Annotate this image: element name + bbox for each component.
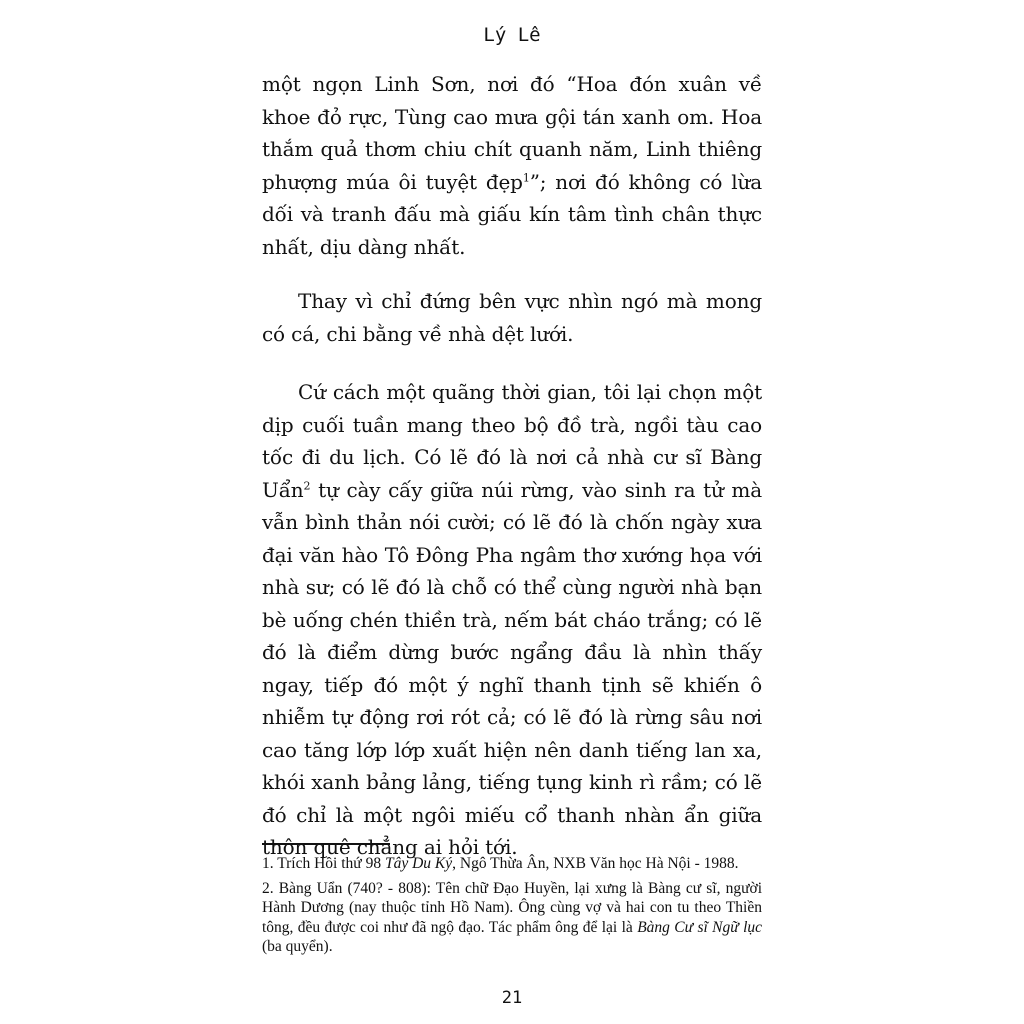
paragraph-2-text: Thay vì chỉ đứng bên vực nhìn ngó mà mong có cá, chi bằng về nhà dệt lưới. (262, 289, 762, 346)
footnote-separator (262, 843, 390, 845)
footnote-2-title: Bàng Cư sĩ Ngữ lục (637, 918, 763, 936)
footnote-2-lead: 2. Bàng Uẩn (740? - 808): Tên chữ Đạo Huyền, lại xưng là Bàng cư sĩ, người Hành Dương (nay thuộc tỉnh Hồ Nam). Ông cùng vợ và hai con tu theo Thiền tông, đều được coi như đã ngộ đạo. Tác phẩm ông để lại là (262, 879, 762, 936)
page-number: 21 (501, 988, 523, 1008)
body-text (262, 68, 762, 864)
footnote-1-lead: 1. Trích Hồi thứ 98 (262, 855, 385, 872)
footnote-2-tail: (ba quyển). (262, 938, 333, 955)
paragraph-spacer (262, 350, 762, 376)
paragraph-1 (262, 68, 762, 263)
paragraph-3-text-a: Cứ cách một quãng thời gian, tôi lại chọn một dịp cuối tuần mang theo bộ đồ trà, ngồi tàu cao tốc đi du lịch. Có lẽ đó là nơi cả nhà cư sĩ Bàng Uẩn (262, 380, 762, 502)
paragraph-3-text-b: tự cày cấy giữa núi rừng, vào sinh ra tử mà vẫn bình thản nói cười; có lẽ đó là chốn ngày xưa đại văn hào Tô Đông Pha ngâm thơ xướng họa với nhà sư; có lẽ đó là chỗ có thể cùng người nhà bạn bè uống chén thiền trà, nếm bát cháo trắng; có lẽ đó là điểm dừng bước ngẩng đầu là nhìn thấy ngay, tiếp đó một ý nghĩ thanh tịnh sẽ khiến ô nhiễm tự động rơi rót cả; có lẽ đó là rừng sâu nơi cao tăng lớp lớp xuất hiện nên danh tiếng lan xa, khói xanh bảng lảng, tiếng tụng kinh rì rầm; có lẽ đó chỉ là một ngôi miếu cổ thanh nhàn ẩn giữa thôn quê chẳng ai hỏi tới. (262, 477, 762, 859)
footnote-ref-1: 1 (522, 170, 530, 184)
paragraph-spacer (262, 263, 762, 285)
footnote-1-tail: , Ngô Thừa Ân, NXB Văn học Hà Nội - 1988. (452, 855, 739, 872)
paragraph-1-text-a: một ngọn Linh Sơn, nơi đó “Hoa đón xuân về khoe đỏ rực, Tùng cao mưa gội tán xanh om. Hoa thắm quả thơm chiu chít quanh năm, Linh thiêng phượng múa ôi tuyệt đẹp (262, 72, 762, 194)
paragraph-1-text-b: ”; nơi đó không có lừa dối và tranh đấu mà giấu kín tâm tình chân thực nhất, dịu dàng nhất. (262, 169, 762, 259)
footnotes (262, 854, 762, 962)
running-head-author: Lý Lê (483, 24, 541, 46)
footnote-1-title: Tây Du Ký (384, 855, 453, 872)
paragraph-3 (262, 376, 762, 864)
paragraph-2 (262, 285, 762, 350)
footnote-2 (262, 879, 762, 957)
footnote-1 (262, 854, 762, 874)
footnote-ref-2: 2 (303, 478, 311, 492)
